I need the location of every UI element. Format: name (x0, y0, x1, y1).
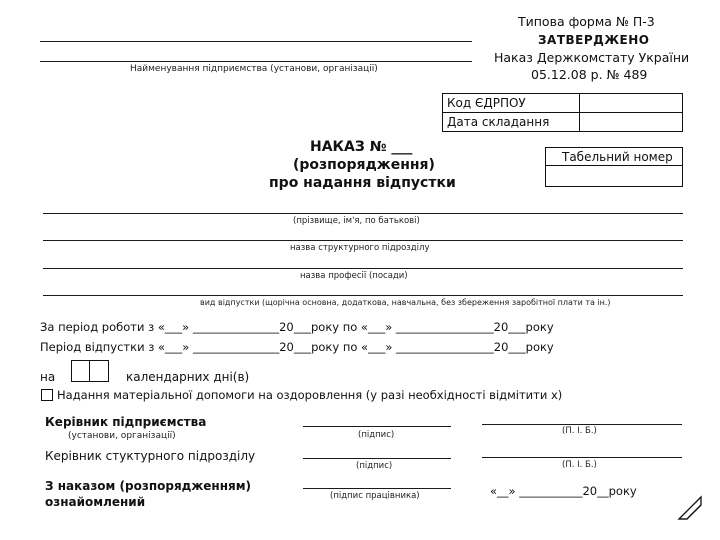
dept-head-title: Керівник стуктурного підрозділу (45, 449, 256, 463)
position-line[interactable] (43, 268, 683, 269)
tabel-value-field[interactable] (546, 167, 681, 185)
tabel-label: Табельний номер (562, 150, 673, 164)
org-line-2 (40, 61, 472, 62)
position-caption: назва професії (посади) (300, 271, 408, 281)
head-pib-caption: (П. І. Б.) (562, 426, 597, 436)
days-input-box[interactable] (71, 360, 109, 382)
tabel-box (545, 147, 683, 187)
date-label: Дата складання (447, 115, 550, 129)
org-caption: Найменування підприємства (установи, організації) (130, 64, 378, 74)
title-line-1: НАКАЗ № ___ (310, 139, 413, 155)
aid-checkbox[interactable] (41, 389, 53, 401)
days-suffix: календарних дні(в) (126, 370, 250, 384)
name-caption: (прізвище, ім'я, по батькові) (293, 216, 420, 226)
work-period[interactable]: За період роботи з «___» _______________20___року по «___» _________________20___року (40, 320, 554, 334)
head-sign-caption: (підпис) (358, 430, 395, 440)
approved-label: ЗАТВЕРДЖЕНО (538, 33, 650, 47)
employee-sign-line[interactable] (303, 488, 451, 489)
edrpou-value-field[interactable] (581, 94, 681, 111)
order-date-number: 05.12.08 р. № 489 (531, 67, 648, 82)
leave-type-caption: вид відпустки (щорічна основна, додаткова, навчальна, без збереження заробітної плати та ін.) (200, 298, 611, 307)
head-title: Керівник підприємства (45, 415, 207, 429)
head-subtitle: (установи, організації) (68, 431, 176, 441)
dept-head-pib-caption: (П. І. Б.) (562, 460, 597, 470)
dept-head-sign-line[interactable] (303, 458, 451, 459)
leave-period[interactable]: Період відпустки з «___» _______________20___року по «___» _________________20___року (40, 340, 554, 354)
ack-line-1: З наказом (розпорядженням) (45, 479, 252, 493)
order-reference: Наказ Держкомстату України (494, 50, 690, 65)
ack-line-2: ознайомлений (45, 495, 146, 509)
name-line[interactable] (43, 213, 683, 214)
org-line-1 (40, 41, 472, 42)
employee-sign-caption: (підпис працівника) (330, 491, 420, 501)
head-sign-line[interactable] (303, 426, 451, 427)
dept-head-pib-line[interactable] (482, 457, 682, 458)
dept-head-sign-caption: (підпис) (356, 461, 393, 471)
folded-corner-icon (677, 495, 703, 521)
form-type: Типова форма № П-3 (518, 14, 655, 29)
dept-line[interactable] (43, 240, 683, 241)
aid-text: Надання матеріальної допомоги на оздоровлення (у разі необхідності відмітити х) (57, 388, 563, 402)
title-line-3: про надання відпустки (269, 175, 456, 191)
date-value-field[interactable] (581, 113, 681, 130)
days-prefix: на (40, 370, 56, 384)
title-line-2: (розпорядження) (293, 157, 435, 173)
codes-table (442, 93, 683, 132)
leave-type-line[interactable] (43, 295, 683, 296)
head-pib-line[interactable] (482, 424, 682, 425)
ack-date[interactable]: «__» ___________20__року (490, 484, 637, 498)
edrpou-label: Код ЄДРПОУ (447, 96, 526, 110)
dept-caption: назва структурного підрозділу (290, 243, 430, 253)
